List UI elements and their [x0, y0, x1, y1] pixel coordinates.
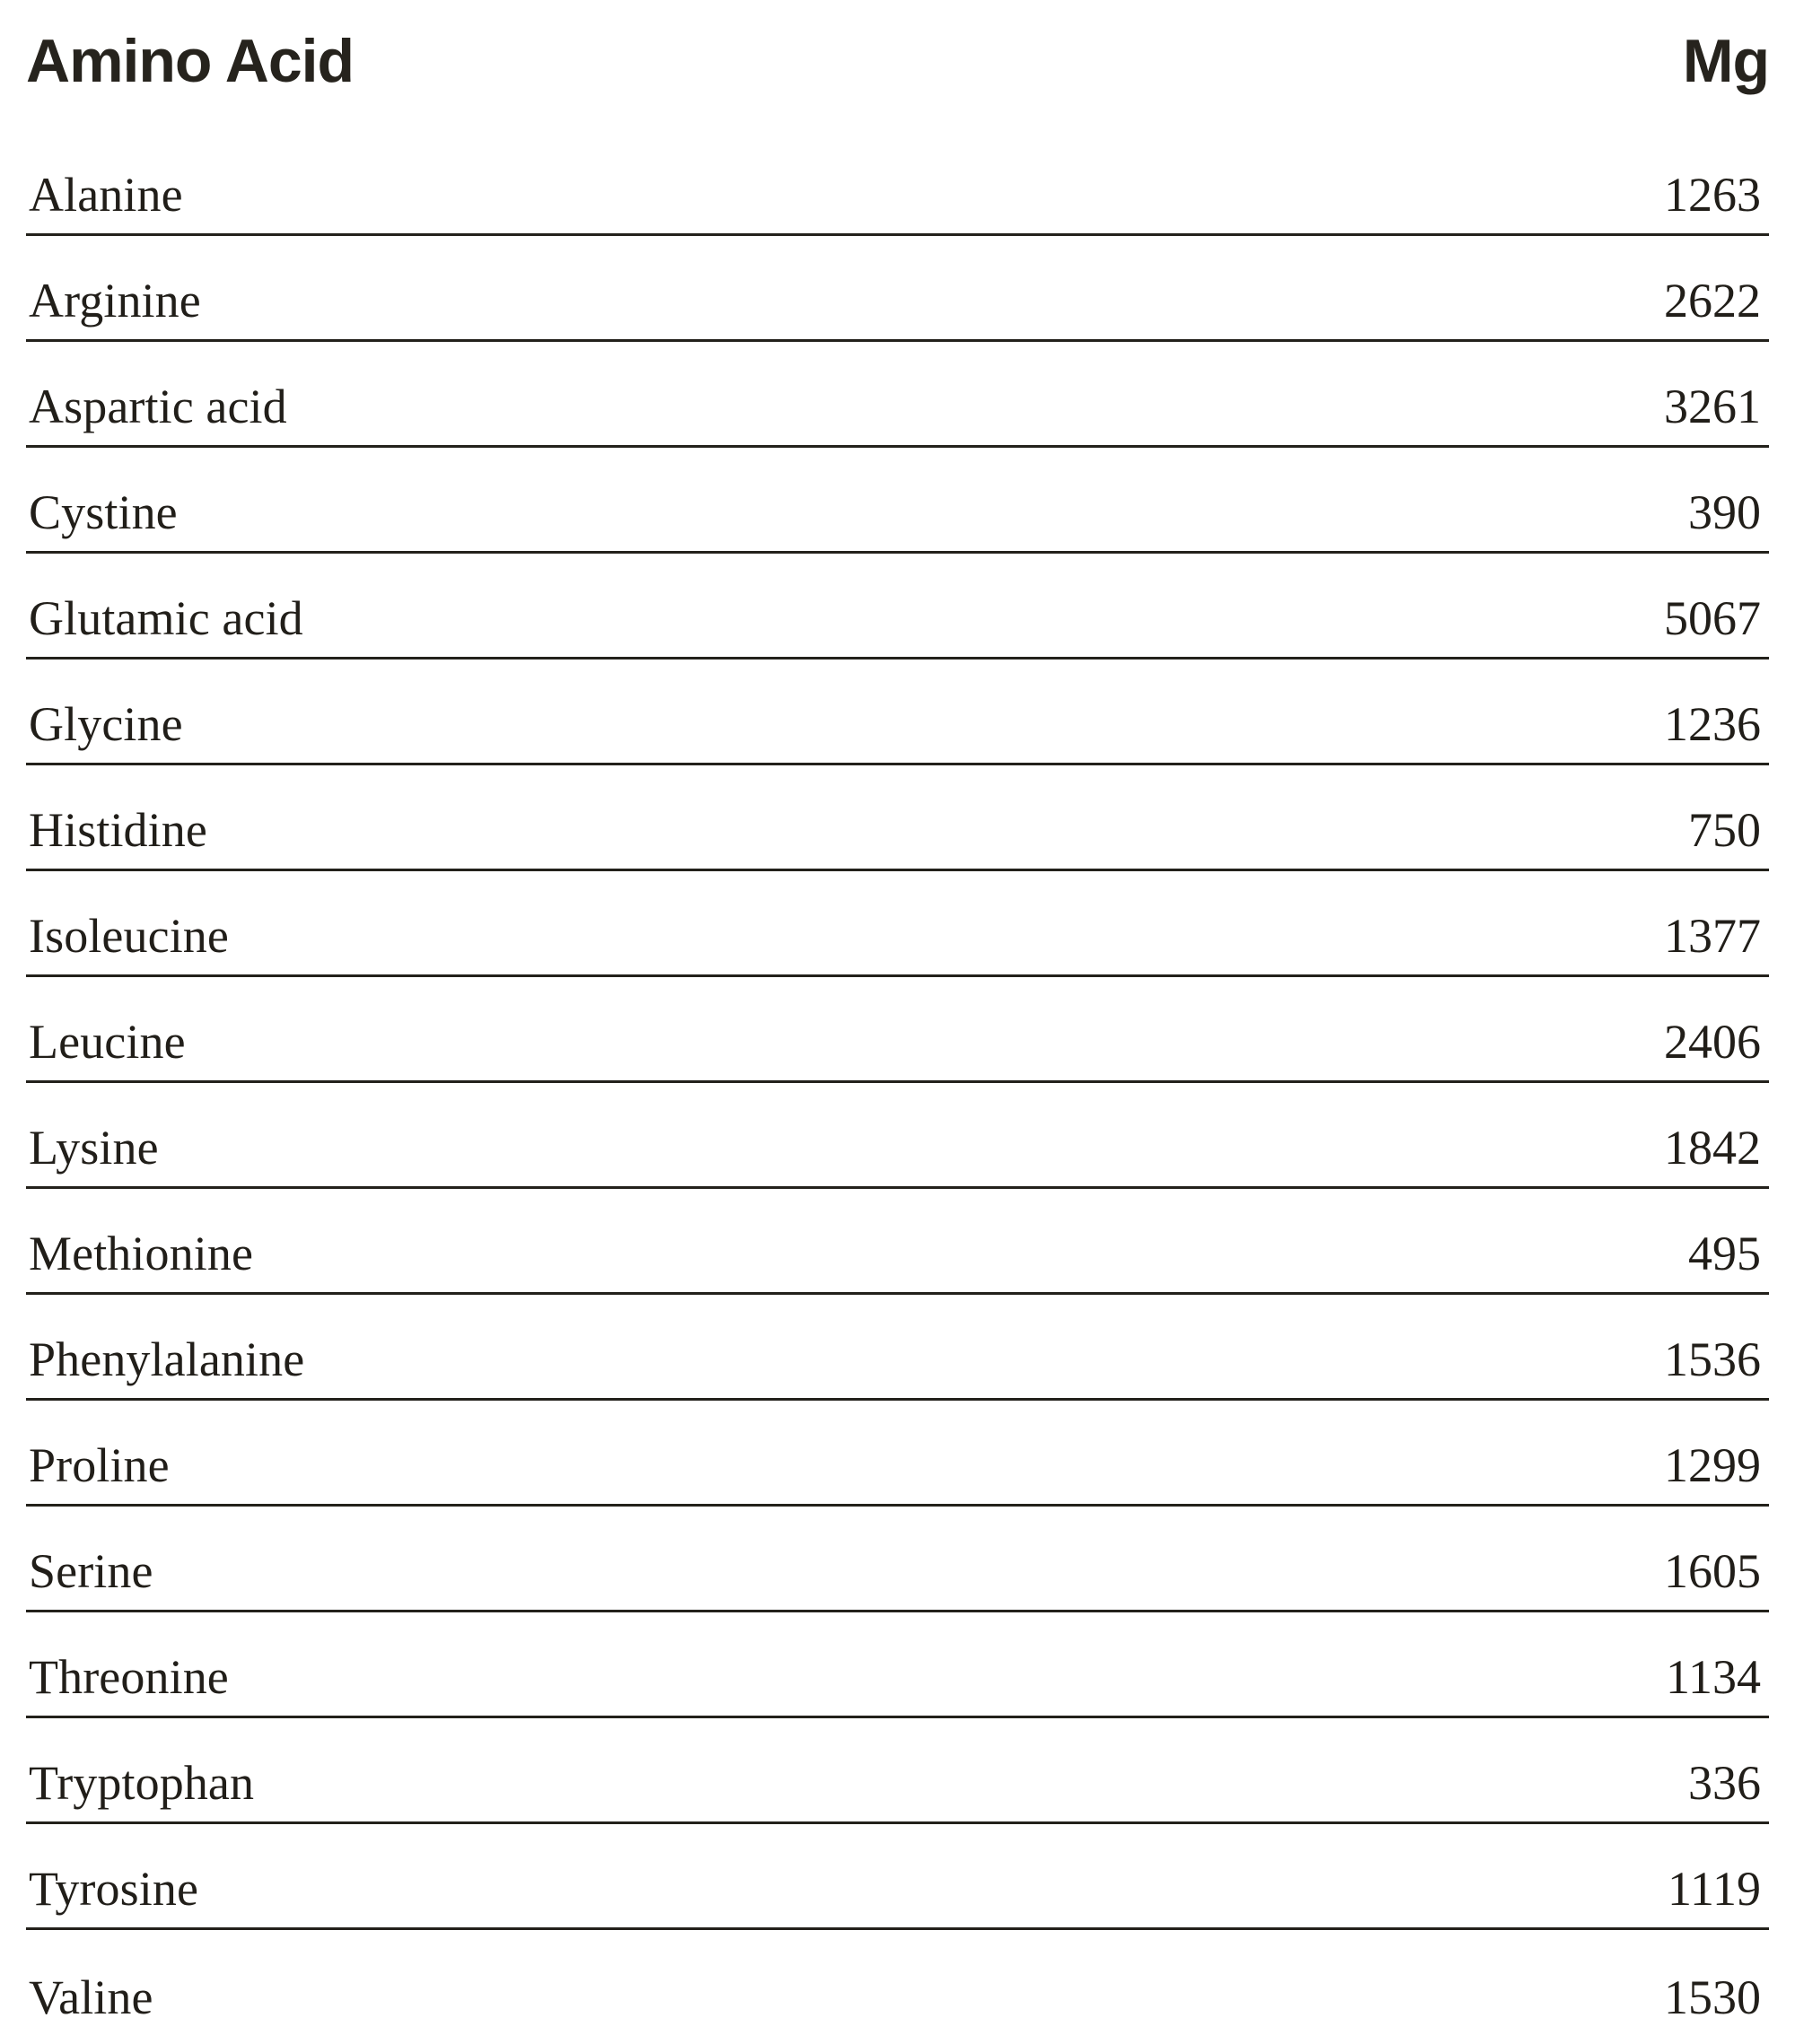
amino-acid-mg-value: 3261 [1664, 380, 1761, 433]
table-row [26, 1507, 1769, 1612]
table-row [26, 1083, 1769, 1189]
table-row [26, 977, 1769, 1083]
amino-acid-name: Isoleucine [29, 909, 229, 963]
amino-acid-mg-value: 1263 [1664, 168, 1761, 222]
amino-acid-name: Cystine [29, 485, 178, 539]
table-row [26, 871, 1769, 977]
amino-acid-mg-value: 5067 [1664, 591, 1761, 645]
amino-acid-name: Arginine [29, 274, 201, 328]
table-row [26, 1824, 1769, 1930]
amino-acid-mg-value: 1530 [1664, 1970, 1761, 2024]
amino-acid-name: Glycine [29, 697, 183, 751]
amino-acid-name: Aspartic acid [29, 380, 287, 433]
table-row [26, 236, 1769, 342]
amino-acid-name: Alanine [29, 168, 183, 222]
amino-acid-mg-value: 1236 [1664, 697, 1761, 751]
table-row [26, 765, 1769, 871]
table-row [26, 130, 1769, 236]
amino-acid-mg-value: 495 [1688, 1227, 1761, 1280]
column-header-amino-acid: Amino Acid [26, 27, 355, 95]
table-body [26, 130, 1769, 2036]
table-row [26, 659, 1769, 765]
amino-acid-name: Glutamic acid [29, 591, 303, 645]
amino-acid-name: Proline [29, 1438, 170, 1492]
amino-acid-name: Tryptophan [29, 1756, 255, 1810]
table-header-row [26, 0, 1769, 95]
amino-acid-name: Tyrosine [29, 1862, 199, 1916]
table-row [26, 1718, 1769, 1824]
amino-acid-mg-value: 1842 [1664, 1121, 1761, 1175]
amino-acid-mg-value: 1605 [1664, 1544, 1761, 1598]
table-row [26, 1189, 1769, 1295]
amino-acid-name: Lysine [29, 1121, 159, 1175]
amino-acid-mg-value: 1134 [1666, 1650, 1761, 1704]
amino-acid-mg-value: 1119 [1668, 1862, 1761, 1916]
amino-acid-mg-value: 1536 [1664, 1332, 1761, 1386]
table-row [26, 1295, 1769, 1401]
table-row [26, 342, 1769, 448]
amino-acid-name: Phenylalanine [29, 1332, 305, 1386]
amino-acid-name: Methionine [29, 1227, 254, 1280]
amino-acid-mg-value: 336 [1688, 1756, 1761, 1810]
amino-acid-name: Histidine [29, 803, 207, 857]
amino-acid-mg-value: 390 [1688, 485, 1761, 539]
table-row [26, 1401, 1769, 1507]
amino-acid-mg-value: 1377 [1664, 909, 1761, 963]
table-row [26, 1930, 1769, 2036]
amino-acid-name: Leucine [29, 1015, 186, 1069]
column-header-mg: Mg [1682, 27, 1769, 95]
table-row [26, 448, 1769, 554]
table-row [26, 1612, 1769, 1718]
amino-acid-name: Serine [29, 1544, 153, 1598]
amino-acid-name: Valine [29, 1970, 153, 2024]
amino-acid-mg-value: 2406 [1664, 1015, 1761, 1069]
amino-acid-mg-value: 750 [1688, 803, 1761, 857]
amino-acid-mg-value: 2622 [1664, 274, 1761, 328]
amino-acid-name: Threonine [29, 1650, 229, 1704]
table-row [26, 554, 1769, 659]
amino-acid-mg-value: 1299 [1664, 1438, 1761, 1492]
